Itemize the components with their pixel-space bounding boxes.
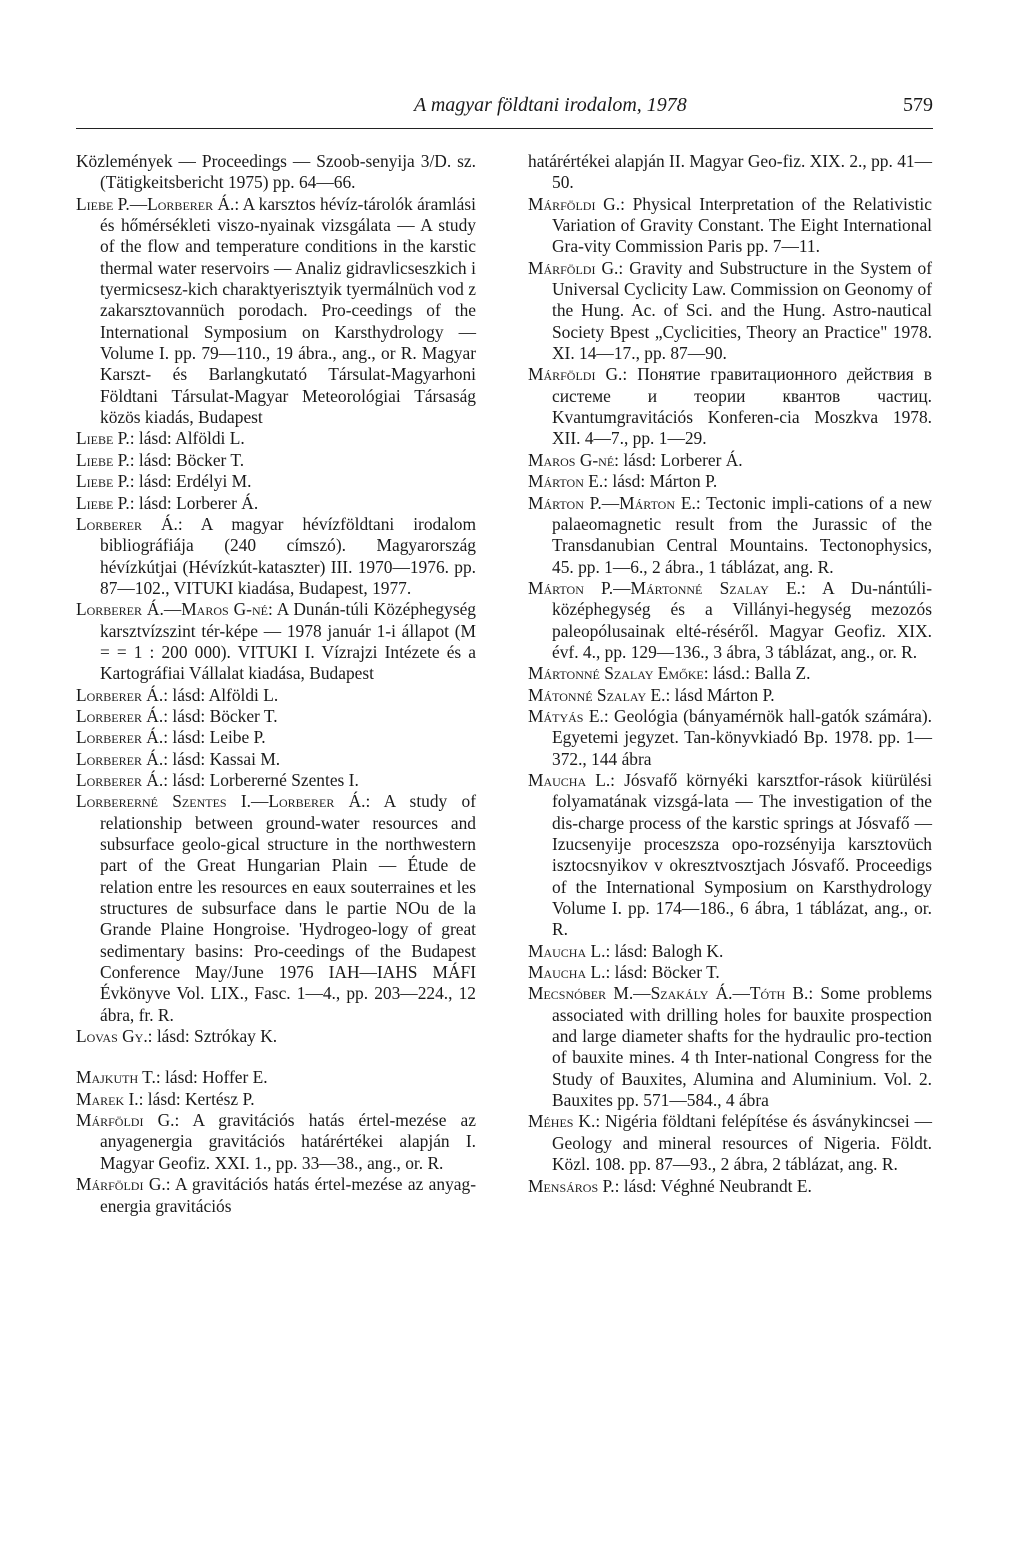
author-name: Lorberer Á. [76,684,164,705]
bibliography-entry [76,599,476,684]
running-title: A magyar földtani irodalom, 1978 [414,94,687,116]
bibliography-entry [528,770,932,941]
author-name: Majkuth T. [76,1067,156,1088]
bibliography-entry [528,450,932,471]
author-name: Lorberer Á. [76,727,164,748]
bibliography-entry [528,663,932,684]
entry-text: : lásd: Böcker T. [129,449,245,470]
author-name: Márföldi G. [528,257,619,278]
right-column [528,151,932,1197]
bibliography-entry [76,791,476,1026]
bibliography-entry [528,983,932,1111]
bibliography-entry [528,151,932,194]
entry-text: : A gravitációs hatás értel-mezése az anyag-energia gravitációs [100,1174,476,1216]
bibliography-entry [528,1111,932,1175]
author-name: Mecsnóber M.—Szakály Á.—Tóth B. [528,983,809,1004]
author-name: Maros G-né [528,449,615,470]
entry-text: : Physical Interpretation of the Relativistic Variation of Gravity Constant. The Eight International Gra-vity Commission Paris pp. 7—11. [552,193,932,257]
bibliography-entry [528,962,932,983]
bibliography-entry [76,151,476,194]
page-header [76,94,933,129]
entry-text: határértékei alapján II. Magyar Geo-fiz. XIX. 2., pp. 41—50. [528,151,932,193]
bibliography-entry [76,493,476,514]
author-name: Méhes K. [528,1111,596,1132]
bibliography-entry [76,1067,476,1088]
bibliography-entry [76,450,476,471]
author-name: Liebe P. [76,471,130,492]
author-name: Márföldi G. [528,193,621,214]
entry-text: : A study of relationship between ground-water resources and subsurface geolo-gical structure in the northwestern part of the Great Hungarian Plain — Étude de relation entre les resources en eaux souterraines et les structures de subsurface dans le partie NOu de la Grande Plaine Hongroise. 'Hydrogeo-logy of great sedimentary basins: Pro-ceedings of the Budapest Conference May/June 1976 IAH—IAHS MÁFI Évkönyve Vol. LIX., Fasc. 1—4., pp. 203—224., 12 ábra, fr. R. [100,791,476,1025]
bibliography-entry [528,1176,932,1197]
author-name: Lorberer Á.—Maros G-né [76,599,268,620]
bibliography-entry [76,749,476,770]
entry-text: : A Du-nántúli-középhegység és a Villányi-hegység mezozós paleopólusainak elté-réséről. Magyar Geofiz. XIX. évf. 4., pp. 129—136., 3 ábra, 3 táblázat, ang., or. R. [552,577,933,662]
entry-text: : lásd: Véghné Neubrandt E. [614,1175,812,1196]
entry-text: : lásd Márton P. [665,684,775,705]
bibliography-entry [76,428,476,449]
author-name: Márton E. [528,471,604,492]
entry-text: : Tectonic impli-cations of a new palaeomagnetic result from the Jurassic of the Transdanubian Central Mountains. Tectonophysics, 45. pp. 1—6., 2 ábra., 1 táblázat, ang. R. [552,492,932,577]
bibliography-entry [528,493,932,578]
entry-text: : lásd: Hoffer E. [155,1067,268,1088]
entry-text: : A karsztos hévíz-tárolók áramlási és hőmérsékleti viszo-nyainak vizsgálata — A study of the flow and temperature conditions in the karstic thermal water reservoirs — Analiz gidravlicseszkich i tyermicsesz-kich charaktyerisztyik tyermálnüch vod z zakarsztovannüch porodach. Pro-ceedings of the International Symposium on Karsthydrology — Volume I. pp. 79—110., 19 ábra., ang., or R. Magyar Karszt- és Barlangkutató Társulat-Magyarhoni Földtani Társulat-Magyar Meteorológiai Társaság közös kiadás, Budapest [100,193,476,428]
author-name: Lorberer Á. [76,705,164,726]
author-name: Márföldi G. [528,364,623,385]
author-name: Lorberer Á. [76,748,164,769]
author-name: Maucha L. [528,962,606,983]
author-name: Liebe P.—Lorberer Á. [76,193,235,214]
bibliography-entry [528,685,932,706]
bibliography-entry [528,471,932,492]
author-name: Maucha L. [528,769,611,790]
bibliography-entry [76,514,476,599]
bibliography-entry [528,194,932,258]
bibliography-entry [528,364,932,449]
bibliography-entry [76,706,476,727]
author-name: Lorberer Á. [76,513,178,534]
bibliography-entry [76,1089,476,1110]
entry-text: : Gravity and Substructure in the System of Universal Cyclicity Law. Commission on Geonomy of the Hung. Ac. of Sci. and the Hung. Astro-nautical Society Bpest „Cyclicities, Theory an Practice" 1978. XI. 14—17., pp. 87—90. [552,257,932,364]
entry-text: : lásd: Sztrókay K. [147,1026,278,1047]
author-name: Márföldi G. [76,1110,175,1131]
entry-text: : Понятие гравитационного действия в системе и теории квантов частиц. Kvantumgravitációs Konferen-cia Moszkva 1978. XII. 4—7., pp. 1—29. [552,364,932,449]
entry-text: : Some problems associated with drilling holes for bauxite prospection and large diameter shafts for the hydraulic pro-tection of bauxite mines. 4 th Inter-national Congress for the Study of Bauxites, Alumina and Aluminium. Vol. 2. Bauxites pp. 571—584., 4 ábra [552,983,932,1111]
page-number: 579 [903,94,933,116]
entry-text: : lásd: Balogh K. [605,940,724,961]
bibliography-entry [76,194,476,429]
author-name: Mátyás E. [528,705,604,726]
bibliography-entry [76,471,476,492]
bibliography-entry [528,578,932,663]
entry-text: : Geológia (bányamérnök hall-gatók számára). Egyetemi jegyzet. Tan-könyvkiadó Bp. 1978. pp. 1—372., 144 ábra [552,705,932,769]
entry-text: : Jósvafő környéki karsztfor-rások kiürülési folyamatának vizsgá-lata — The investigation of the dis-charge process of the karstic springs at Jósvafő — Izucsenyije proceszsza opo-rozsényija karsztovüch isztocsnyikov v okresztvosztjach Jósvafő. Proceedigs of the International Symposium on Karsthydrology Volume I. pp. 174—186., 6 ábra, 1 táblázat, ang., or. R. [552,769,932,940]
author-name: Mártonné Szalay Emőke [528,663,704,684]
author-name: Mensáros P. [528,1175,615,1196]
entry-text: : lásd: Márton P. [603,471,718,492]
entry-text: : lásd: Böcker T. [605,962,720,983]
bibliography-entry [528,941,932,962]
bibliography-entry [76,1174,476,1217]
author-name: Mátonné Szalay E. [528,684,666,705]
author-name: Lorberer Á. [76,769,164,790]
author-name: Lovas Gy. [76,1026,148,1047]
entry-text: : lásd: Alföldi L. [163,684,279,705]
entry-text: : Nigéria földtani felépítése és ásványkincsei — Geology and mineral resources of Nigeria. Földt. Közl. 108. pp. 87—93., 2 ábra, 2 táblázat, ang. R. [552,1111,933,1175]
entry-text: Közlemények — Proceedings — Szoob-senyija 3/D. sz. (Tätigkeitsbericht 1975) pp. 64—66. [76,151,476,193]
author-name: Maucha L. [528,940,606,961]
entry-text: : lásd: Kassai M. [163,748,281,769]
entry-text: : A Dunán-túli Középhegység karsztvízszint tér-képe — 1978 január 1-i állapot (M = = 1 : 200 000). VITUKI I. Vízrajzi Intézete és a Kartográfiai Vállalat kiadása, Budapest [100,599,477,684]
author-name: Liebe P. [76,428,130,449]
entry-text: : lásd: Lorbererné Szentes I. [163,769,359,790]
entry-text: : lásd: Lorberer Á. [614,449,743,470]
bibliography-entry [76,727,476,748]
bibliography-entry [76,770,476,791]
entry-text: : lásd: Lorberer Á. [129,492,259,513]
bibliography-entry [528,706,932,770]
author-name: Liebe P. [76,449,130,470]
bibliography-entry [76,1026,476,1047]
entry-text: : lásd: Böcker T. [163,705,278,726]
bibliography-entry [76,685,476,706]
entry-text: : lásd: Leibe P. [163,727,266,748]
author-name: Márföldi G. [76,1174,166,1195]
entry-text: : A magyar hévízföldtani irodalom bibliográfiája (240 címszó). Magyarország hévízkútjai (Hévízkút-kataszter) III. 1970—1976. pp. 87—102., VITUKI kiadása, Budapest, 1977. [100,513,476,598]
left-column [76,151,476,1217]
author-name: Márton P.—Márton E. [528,492,696,513]
bibliography-entry [528,258,932,365]
author-name: Liebe P. [76,492,130,513]
bibliography-entry [76,1110,476,1174]
author-name: Lorbererné Szentes I.—Lorberer Á. [76,791,366,812]
entry-text: : lásd.: Balla Z. [703,663,811,684]
entry-text: : lásd: Alföldi L. [129,428,245,449]
entry-text: : lásd: Erdélyi M. [129,471,252,492]
entry-text: : lásd: Kertész P. [138,1088,255,1109]
author-name: Márton P.—Mártonné Szalay E. [528,577,801,598]
entry-text: : A gravitációs hatás értel-mezése az anyagenergia gravitációs határértékei alapján I. Magyar Geofiz. XXI. 1., pp. 33—38., ang., or. R. [100,1110,476,1173]
author-name: Marek I. [76,1088,139,1109]
